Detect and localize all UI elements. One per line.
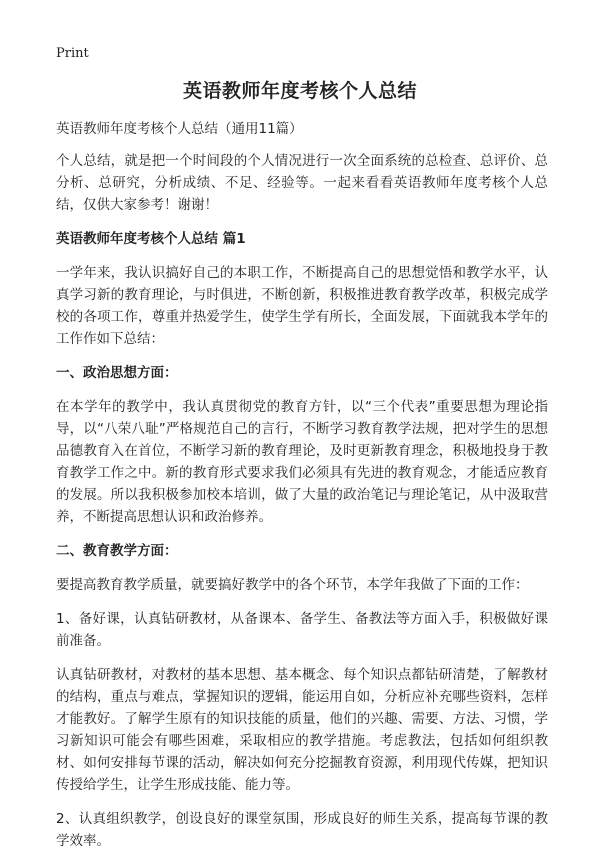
- list-item: 2、认真组织教学，创设良好的课堂氛围，形成良好的师生关系，提高每节课的教学效率。: [56, 811, 548, 849]
- document-subtitle: 英语教师年度考核个人总结（通用11篇）: [56, 121, 303, 137]
- page-title: 英语教师年度考核个人总结: [182, 80, 417, 102]
- print-link[interactable]: Print: [56, 46, 89, 61]
- intro-paragraph: 个人总结，就是把一个时间段的个人情况进行一次全面系统的总检查、总评价、总分析、总研究，分析成绩、不足、经验等。一起来看看英语教师年度考核个人总结，仅供大家参考！谢谢！: [56, 153, 548, 213]
- part-heading-teaching: 二、教育教学方面：: [56, 543, 178, 559]
- section-paragraph: 一学年来，我认识搞好自己的本职工作，不断提高自己的思想觉悟和教学水平，认真学习新的教育理论，与时俱进，不断创新，积极推进教育教学改革，积极完成学校的各项工作，尊重并热爱学生，使学生学有所长，全面发展，下面就我本学年的工作作如下总结：: [56, 265, 548, 347]
- political-paragraph: 在本学年的教学中，我认真贯彻党的教育方针，以“三个代表”重要思想为理论指导，以“八荣八耻”严格规范自己的言行，不断学习教育教学法规，把对学生的思想品德教育入在首位，不断学习新的教育理论，及时更新教育理念，积极地投身于教育教学工作之中。新的教育形式要求我们必须具有先进的教育观念，才能适应教育的发展。所以我积极参加校本培训，做了大量的政治笔记与理论笔记，从中汲取营养，不断提高思想认识和政治修养。: [56, 399, 548, 525]
- list-item: 1、备好课，认真钻研教材，从备课本、备学生、备教法等方面入手，积极做好课前准备。: [56, 611, 548, 649]
- section-heading: 英语教师年度考核个人总结 篇1: [56, 231, 246, 247]
- part-heading-political: 一、政治思想方面：: [56, 365, 178, 381]
- document-body: [56, 118, 548, 864]
- list-item-detail: 认真钻研教材，对教材的基本思想、基本概念、每个知识点都钻研清楚，了解教材的结构，重点与难点，掌握知识的逻辑，能运用自如，分析应补充哪些资料，怎样才能教好。了解学生原有的知识技能的质量，他们的兴趣、需要、方法、习惯，学习新知识可能会有哪些困难，采取相应的教学措施。考虑教法，包括如何组织教材、如何安排每节课的活动，解决如何充分挖掘教育资源，利用现代传媒，把知识传授给学生，让学生形成技能、能力等。: [56, 667, 548, 793]
- teaching-intro-paragraph: 要提高教育教学质量，就要搞好教学中的各个环节，本学年我做了下面的工作：: [56, 577, 529, 593]
